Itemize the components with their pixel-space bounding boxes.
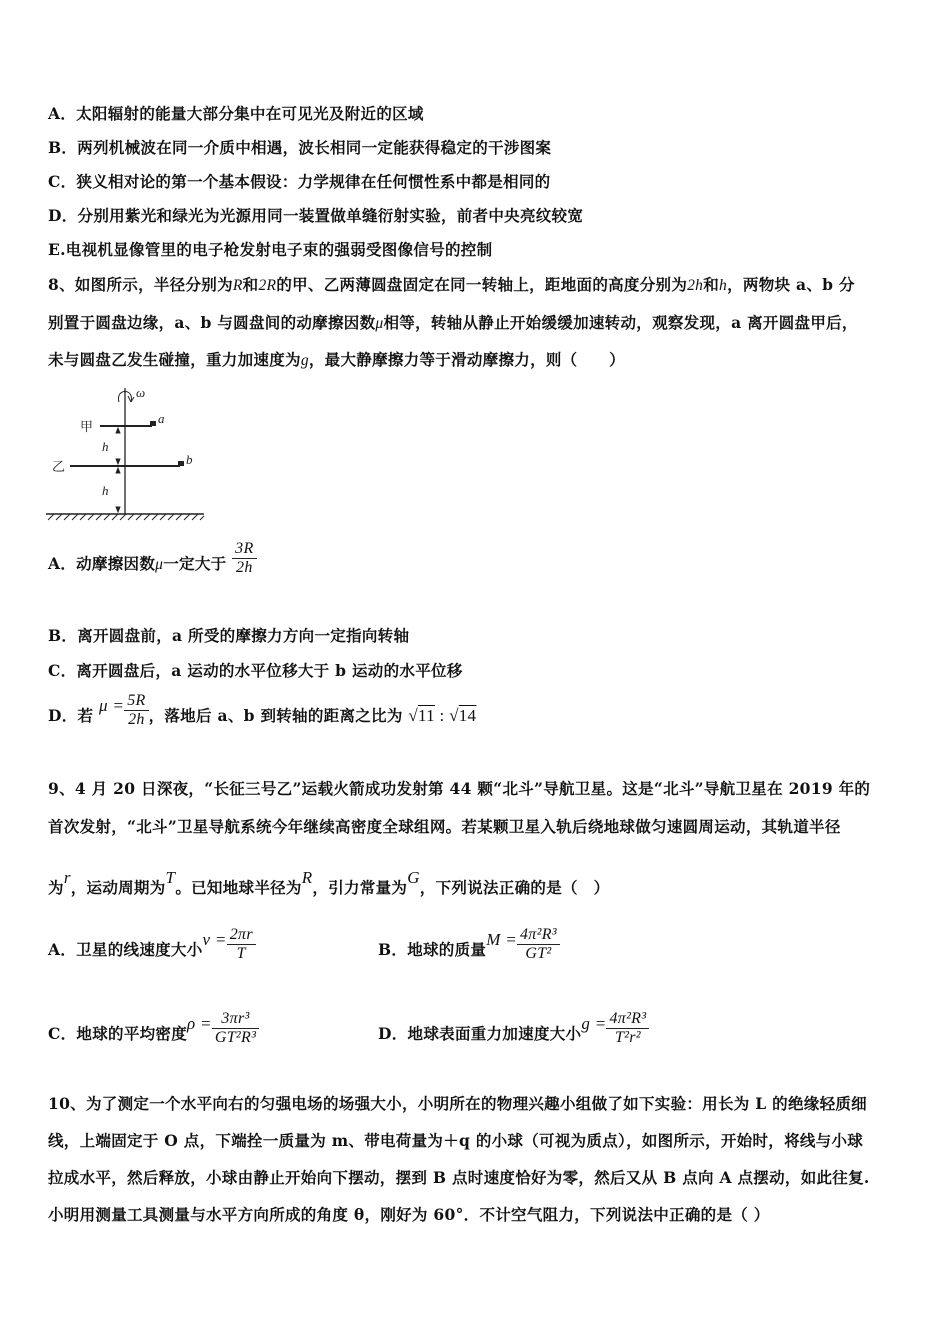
disc-yi-label: 乙	[52, 459, 66, 474]
omega-label: ω	[136, 385, 146, 400]
q9-option-c-fraction: $\frac{\text{3πr³}}{\text{GT²R³}}$	[212, 1010, 259, 1048]
q9-option-b-fraction: $\frac{\text{4π²R³}}{\text{GT²}}$	[517, 926, 560, 964]
q7-option-e: E.电视机显像管里的电子枪发射电子束的强弱受图像信号的控制	[48, 240, 493, 259]
q8-option-d: D．若 μ = $\frac{5R}{2h}$ ，落地后 a、b 到转轴的距离之比为 √11 : √14	[48, 692, 477, 729]
q8-option-c: C．离开圆盘后，a 运动的水平位移大于 b 运动的水平位移	[48, 661, 463, 680]
q9-option-b: B．地球的质量M = $\frac{\text{4π²R³}}{\text{GT²}}$	[378, 926, 560, 964]
q8-stem-line1: 8、如图所示，半径分别为R和2R的甲、乙两薄圆盘固定在同一转轴上，距地面的高度分别为2h和h，两物块 a、b 分	[48, 275, 855, 294]
q9-option-a: A．卫星的线速度大小v = $\frac{2\pi r}{T}$	[48, 926, 256, 964]
block-a-label: a	[158, 411, 165, 426]
q10-stem-line2: 线，上端固定于 O 点，下端拴一质量为 m、带电荷量为＋q 的小球（可视为质点），如图所示，开始时，将线与小球	[48, 1131, 864, 1150]
q8-figure	[40, 380, 220, 525]
q9-stem-line3: 为r，运动周期为T。已知地球半径为R，引力常量为G，下列说法正确的是（ ）	[48, 868, 610, 897]
q8-stem-line3: 未与圆盘乙发生碰撞，重力加速度为g，最大静摩擦力等于滑动摩擦力，则（ ）	[48, 350, 625, 369]
height-label-lower: h	[102, 483, 109, 498]
q7-option-c: C．狭义相对论的第一个基本假设：力学规律在任何惯性系中都是相同的	[48, 172, 551, 191]
q8-option-d-fraction: $\frac{5R}{2h}$	[124, 692, 148, 730]
q9-stem-line2: 首次发射，“北斗”卫星导航系统今年继续高密度全球组网。若某颗卫星入轨后绕地球做匀速圆周运动，其轨道半径	[48, 817, 841, 836]
height-label-upper: h	[102, 439, 109, 454]
q7-option-d: D．分别用紫光和绿光为光源用同一装置做单缝衍射实验，前者中央亮纹较宽	[48, 206, 584, 225]
q9-option-a-fraction: $\frac{2\pi r}{T}$	[227, 926, 256, 964]
q8-stem-line2: 别置于圆盘边缘，a、b 与圆盘间的动摩擦因数μ相等，转轴从静止开始缓缓加速转动，观察发现，a 离开圆盘甲后，	[48, 313, 858, 332]
q7-option-a: A．太阳辐射的能量大部分集中在可见光及附近的区域	[48, 104, 424, 123]
q8-option-a: A．动摩擦因数μ一定大于 $\frac{3R}{2h}$	[48, 540, 257, 578]
q8-option-a-fraction: $\frac{3R}{2h}$	[232, 540, 256, 578]
block-a	[150, 421, 156, 426]
disc-jia-label: 甲	[80, 419, 94, 434]
q10-stem-line4: 小明用测量工具测量与水平方向所成的角度 θ，刚好为 60°．不计空气阻力，下列说法中正确的是（ ）	[48, 1205, 770, 1224]
q10-stem-line1: 10、为了测定一个水平向右的匀强电场的场强大小，小明所在的物理兴趣小组做了如下实验：用长为 L 的绝缘轻质细	[48, 1094, 867, 1113]
block-b-label: b	[186, 452, 193, 467]
q10-stem-line3: 拉成水平，然后释放，小球由静止开始向下摆动，摆到 B 点时速度恰好为零，然后又从 B 点向 A 点摆动，如此往复.	[48, 1168, 870, 1187]
q9-option-c: C．地球的平均密度ρ = $\frac{\text{3πr³}}{\text{GT²R³}}$	[48, 1010, 259, 1048]
q9-option-d: D．地球表面重力加速度大小g = $\frac{\text{4π²R³}}{\text{T²r²}}$	[378, 1010, 649, 1048]
q7-option-b: B．两列机械波在同一介质中相遇，波长相同一定能获得稳定的干涉图案	[48, 138, 552, 157]
q9-option-d-fraction: $\frac{\text{4π²R³}}{\text{T²r²}}$	[606, 1010, 649, 1048]
block-b	[178, 461, 184, 466]
q9-stem-line1: 9、4 月 20 日深夜，“长征三号乙”运载火箭成功发射第 44 颗“北斗”导航卫星。这是“北斗”导航卫星在 2019 年的	[48, 779, 871, 798]
q8-option-b: B．离开圆盘前，a 所受的摩擦力方向一定指向转轴	[48, 626, 410, 645]
